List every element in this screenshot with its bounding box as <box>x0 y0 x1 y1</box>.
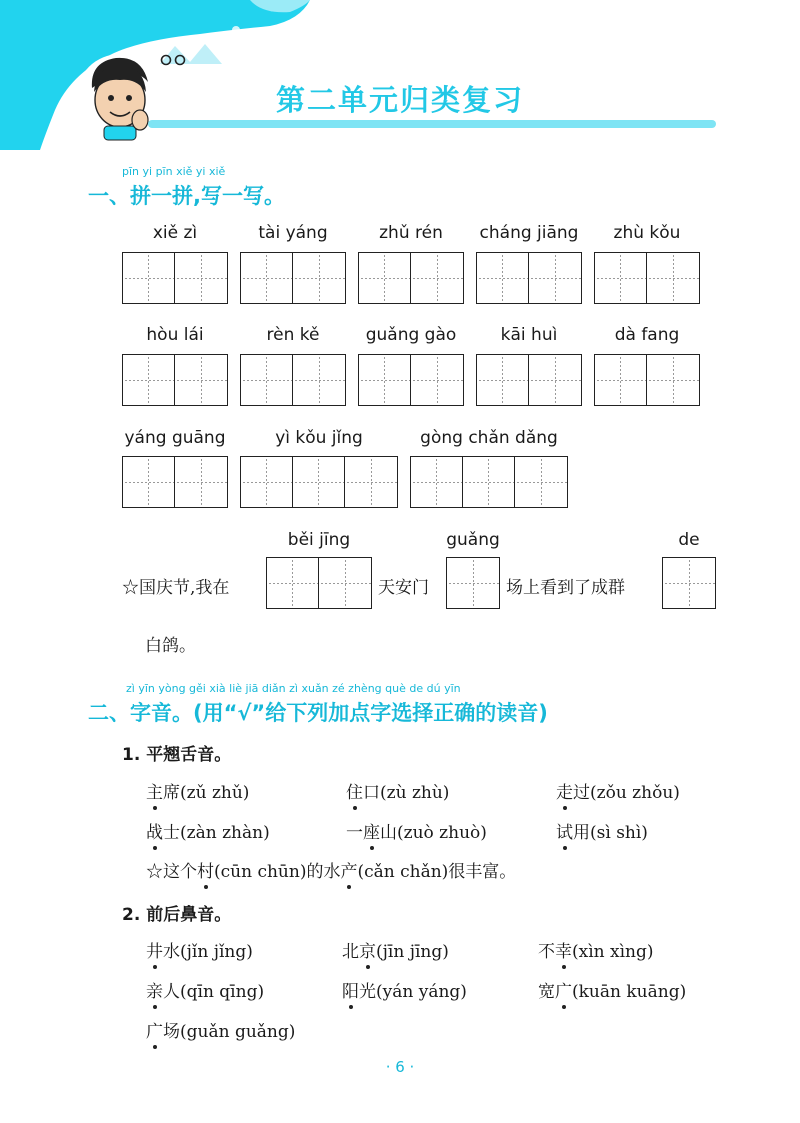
section2-heading-pinyin: zì yīn yòng gěi xià liè jiā diǎn zì xuǎn zé zhèng què de dú yīn <box>126 682 461 695</box>
page-title: 第二单元归类复习 <box>275 83 524 117</box>
word-pinyin: rèn kě <box>266 325 320 345</box>
reading-item: 井水(jǐn jǐng) <box>146 937 253 962</box>
reading-item: 广场(guǎn guǎng) <box>146 1017 295 1042</box>
writing-grid[interactable] <box>662 557 716 609</box>
reading-item: 走过(zǒu zhǒu) <box>556 778 680 803</box>
subsection-label: 1. 平翘舌音。 <box>122 745 232 765</box>
reading-item: 战士(zàn zhàn) <box>146 818 270 843</box>
sentence-pinyin: guǎng <box>446 530 500 550</box>
title-underline <box>148 120 716 128</box>
reading-item: 试用(sì shì) <box>556 818 648 843</box>
sentence-text: ☆国庆节,我在 <box>122 578 230 598</box>
sentence-text: 场上看到了成群 <box>506 578 625 598</box>
reading-item: 亲人(qīn qīng) <box>146 977 264 1002</box>
word-pinyin: zhǔ rén <box>379 223 443 243</box>
writing-grid[interactable] <box>476 354 582 406</box>
sentence-text: 天安门 <box>378 578 429 598</box>
writing-grid[interactable] <box>446 557 500 609</box>
word-pinyin: dà fang <box>614 325 680 345</box>
word-pinyin: kāi huì <box>500 325 558 345</box>
writing-grid[interactable] <box>122 354 228 406</box>
reading-item: 阳光(yán yáng) <box>342 977 467 1002</box>
writing-grid[interactable] <box>122 456 228 508</box>
writing-grid[interactable] <box>122 252 228 304</box>
page-number: · 6 · <box>385 1058 415 1076</box>
writing-grid[interactable] <box>594 354 700 406</box>
writing-grid[interactable] <box>410 456 568 508</box>
writing-grid[interactable] <box>358 354 464 406</box>
reading-item: 宽广(kuān kuāng) <box>538 977 686 1002</box>
word-pinyin: yì kǒu jǐng <box>275 428 363 448</box>
boy-avatar <box>70 48 170 143</box>
section1-heading-pinyin: pīn yi pīn xiě yi xiě <box>122 165 226 178</box>
writing-grid[interactable] <box>240 354 346 406</box>
word-pinyin: zhù kǒu <box>613 223 681 243</box>
word-pinyin: yáng guāng <box>124 428 226 448</box>
section2-heading: 二、字音。(用“√”给下列加点字选择正确的读音) <box>88 701 548 725</box>
reading-item-star: ☆这个村(cūn chūn)的水产(cǎn chǎn)很丰富。 <box>146 857 516 882</box>
writing-grid[interactable] <box>240 252 346 304</box>
reading-item: 住口(zù zhù) <box>346 778 449 803</box>
word-pinyin: gòng chǎn dǎng <box>420 428 558 448</box>
word-pinyin: cháng jiāng <box>479 223 579 243</box>
sentence-text: 白鸽。 <box>145 636 196 656</box>
reading-item: 不幸(xìn xìng) <box>538 937 654 962</box>
sentence-pinyin: de <box>678 530 700 550</box>
word-pinyin: guǎng gào <box>365 325 457 345</box>
word-pinyin: xiě zì <box>152 223 198 243</box>
reading-item: 主席(zǔ zhǔ) <box>146 778 249 803</box>
section1-heading: 一、拼一拼,写一写。 <box>88 184 285 208</box>
subsection-label: 2. 前后鼻音。 <box>122 905 232 925</box>
writing-grid[interactable] <box>266 557 372 609</box>
word-pinyin: tài yáng <box>258 223 328 243</box>
writing-grid[interactable] <box>240 456 398 508</box>
writing-grid[interactable] <box>594 252 700 304</box>
sentence-pinyin: běi jīng <box>287 530 351 550</box>
reading-item: 一座山(zuò zhuò) <box>346 818 487 843</box>
writing-grid[interactable] <box>358 252 464 304</box>
word-pinyin: hòu lái <box>146 325 204 345</box>
writing-grid[interactable] <box>476 252 582 304</box>
reading-item: 北京(jīn jīng) <box>342 937 449 962</box>
